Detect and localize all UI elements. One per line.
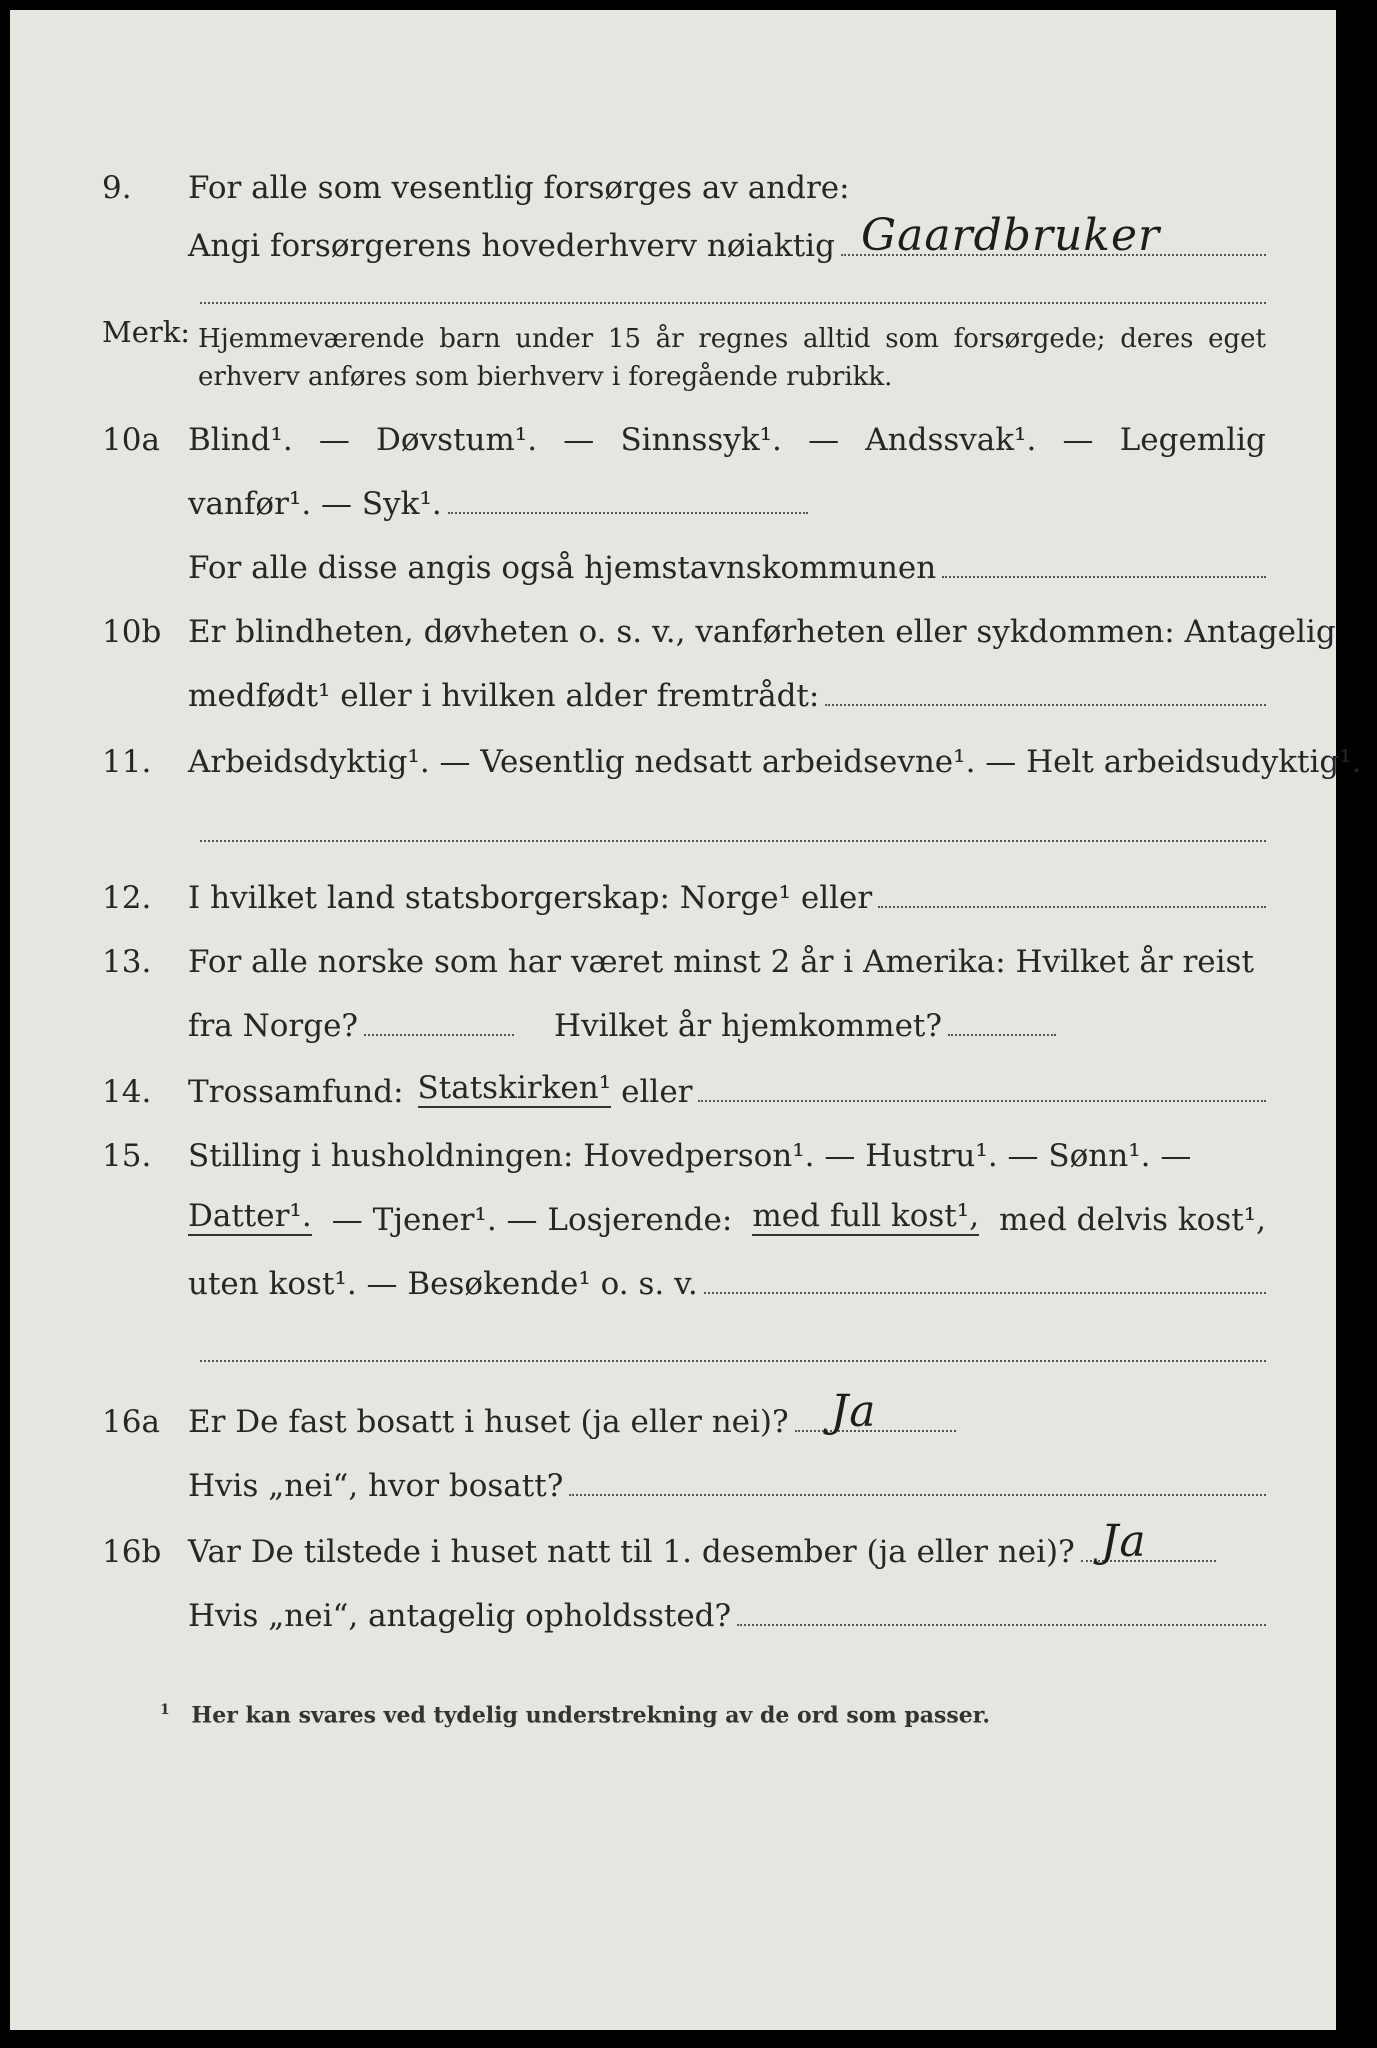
q14-label: Trossamfund: xyxy=(188,1074,404,1110)
q13-hjemkommet-label: Hvilket år hjemkommet? xyxy=(554,1008,943,1044)
q9-answer-field[interactable] xyxy=(841,210,1266,261)
q15-delvis-kost[interactable]: med delvis kost¹, xyxy=(999,1202,1266,1238)
merk-label: Merk: xyxy=(102,315,191,349)
q15-number: 15. xyxy=(102,1138,152,1174)
q16a-line2 xyxy=(10,1450,1336,1502)
q10b-number: 10b xyxy=(102,614,162,650)
q16a-line1 xyxy=(10,1386,1336,1438)
q14-number: 14. xyxy=(102,1074,152,1110)
q10a-number: 10a xyxy=(102,422,160,458)
census-form-page xyxy=(10,10,1362,2030)
footnote-mark: 1 xyxy=(160,1702,170,1718)
q13-reist-field[interactable] xyxy=(364,1033,514,1036)
q9-line2 xyxy=(10,210,1336,262)
q11-text[interactable]: Arbeidsdyktig¹. — Vesentlig nedsatt arbeidsevne¹. — Helt arbeidsudyktig¹. xyxy=(188,744,1362,780)
dash: — xyxy=(1062,422,1094,458)
q10b-line1 xyxy=(10,596,1336,648)
option-andssvak[interactable]: Andssvak¹. xyxy=(865,422,1037,458)
q10a-line3-text: For alle disse angis også hjemstavnskommunen xyxy=(188,550,937,586)
q12-line xyxy=(10,862,1336,914)
q14-line xyxy=(10,1056,1336,1108)
option-legemlig[interactable]: Legemlig xyxy=(1119,422,1266,458)
dash: — xyxy=(318,422,350,458)
q15-line3-text[interactable]: uten kost¹. — Besøkende¹ o. s. v. xyxy=(188,1266,698,1302)
q10b-text: Er blindheten, døvheten o. s. v., vanførheten eller sykdommen: Antagelig xyxy=(188,614,1336,650)
q9-number: 9. xyxy=(102,170,132,206)
q9-line1 xyxy=(10,152,1336,204)
q15-extra-line xyxy=(200,1360,1266,1362)
q12-number: 12. xyxy=(102,880,152,916)
q14-statskirken-option[interactable]: Statskirken¹ xyxy=(417,1070,612,1106)
q12-answer-field[interactable] xyxy=(878,905,1266,908)
q13-line2 xyxy=(10,990,1336,1042)
q9-handwritten-answer: Gaardbruker xyxy=(860,210,1161,261)
q10b-answer-field[interactable] xyxy=(825,703,1266,706)
q16a-line2-text: Hvis „nei“, hvor bosatt? xyxy=(188,1468,564,1504)
q15-line2 xyxy=(10,1184,1336,1236)
q10a-line2 xyxy=(10,468,1336,520)
q16b-answer-field[interactable] xyxy=(1081,1516,1216,1567)
q16a-handwritten-answer: Ja xyxy=(830,1386,877,1437)
q16b-opholdssted-field[interactable] xyxy=(737,1623,1266,1626)
q16b-handwritten-answer: Ja xyxy=(1100,1516,1147,1567)
q15-full-kost-option[interactable]: med full kost¹, xyxy=(752,1198,980,1234)
q9-text: For alle som vesentlig forsørges av andre: xyxy=(188,170,850,206)
dash: — xyxy=(563,422,595,458)
q10b-line2 xyxy=(10,660,1336,712)
dash: — xyxy=(808,422,840,458)
q14-answer-field[interactable] xyxy=(698,1099,1266,1102)
q13-reist-label: fra Norge? xyxy=(188,1008,359,1044)
footnote-text: Her kan svares ved tydelig understrekning av de ord som passer. xyxy=(191,1702,990,1729)
q10a-line1 xyxy=(10,404,1336,456)
merk-text: Hjemmeværende barn under 15 år regnes alltid som forsørgede; deres eget erhverv anføres som bierhverv i foregående rubrikk. xyxy=(198,324,1266,392)
q16a-bosatt-field[interactable] xyxy=(569,1493,1266,1496)
merk-note xyxy=(10,315,1336,398)
q16b-line1 xyxy=(10,1516,1336,1568)
q13-hjemkommet-field[interactable] xyxy=(948,1033,1056,1036)
q16b-text: Var De tilstede i huset natt til 1. desember (ja eller nei)? xyxy=(188,1534,1075,1570)
q13-text: For alle norske som har været minst 2 år i Amerika: Hvilket år reist xyxy=(188,944,1254,980)
q12-text: I hvilket land statsborgerskap: Norge¹ eller xyxy=(188,880,873,916)
q15-mid: — Tjener¹. — Losjerende: xyxy=(331,1202,733,1238)
option-dovstum[interactable]: Døvstum¹. xyxy=(376,422,538,458)
q11-number: 11. xyxy=(102,744,152,780)
q9-extra-line xyxy=(200,302,1266,304)
q16a-answer-field[interactable] xyxy=(795,1386,956,1437)
q15-answer-field[interactable] xyxy=(704,1291,1266,1294)
q16b-number: 16b xyxy=(102,1534,162,1570)
option-sinnssyk[interactable]: Sinnssyk¹. xyxy=(620,422,782,458)
q11-answer-line xyxy=(200,840,1266,842)
q9-label: Angi forsørgerens hovederhverv nøiaktig xyxy=(188,228,835,264)
q10a-syk-field[interactable] xyxy=(448,511,808,514)
option-blind[interactable]: Blind¹. xyxy=(188,422,293,458)
q13-number: 13. xyxy=(102,944,152,980)
q15-datter-option[interactable]: Datter¹. xyxy=(188,1198,312,1234)
q16b-line2 xyxy=(10,1580,1336,1632)
q16a-text: Er De fast bosatt i huset (ja eller nei)? xyxy=(188,1404,789,1440)
q13-line1 xyxy=(10,926,1336,978)
hjemstavnskommune-field[interactable] xyxy=(942,575,1266,578)
q10b-line2-text: medfødt¹ eller i hvilken alder fremtrådt: xyxy=(188,678,820,714)
q16a-number: 16a xyxy=(102,1404,160,1440)
q10a-line3 xyxy=(10,532,1336,584)
q16b-line2-text: Hvis „nei“, antagelig opholdssted? xyxy=(188,1598,732,1634)
q11-line1 xyxy=(10,726,1362,780)
q15-text[interactable]: Stilling i husholdningen: Hovedperson¹. — Hustru¹. — Sønn¹. — xyxy=(188,1138,1192,1174)
q10a-line2-text: vanfør¹. — Syk¹. xyxy=(188,486,442,522)
footnote xyxy=(160,1702,990,1728)
q15-line3 xyxy=(10,1248,1336,1300)
q15-line1 xyxy=(10,1120,1336,1172)
q14-eller: eller xyxy=(621,1074,693,1110)
